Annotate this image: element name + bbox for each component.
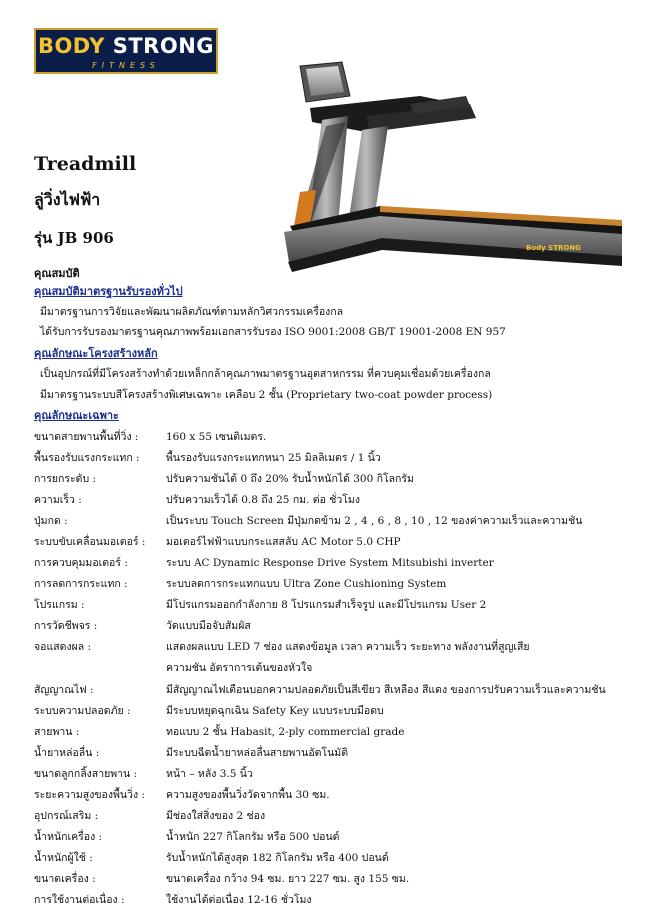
spec-label: การยกระดับ : bbox=[34, 473, 97, 485]
spec-row bbox=[34, 786, 624, 806]
spec-label: ความเร็ว : bbox=[34, 494, 82, 506]
spec-value: ปรับความชันได้ 0 ถึง 20% รับน้ำหนักได้ 300 กิโลกรัม bbox=[166, 473, 414, 485]
spec-label: ระยะความสูงของพื้นวิ่ง : bbox=[34, 789, 145, 801]
spec-value-continued: ความชัน อัตราการเต้นของหัวใจ bbox=[166, 662, 313, 674]
spec-value: ขนาดเครื่อง กว้าง 94 ซม. ยาว 227 ซม. สูง 155 ซม. bbox=[166, 873, 410, 885]
logo-subtitle: FITNESS bbox=[92, 61, 160, 70]
treadmill-image bbox=[270, 56, 622, 272]
spec-value: มีระบบหยุดฉุกเฉิน Safety Key แบบระบบมือดบ bbox=[166, 705, 384, 717]
spec-row bbox=[34, 681, 624, 701]
spec-row bbox=[34, 533, 624, 553]
spec-row bbox=[34, 470, 624, 490]
spec-value: ความสูงของพื้นวิ่งวัดจากพื้น 30 ซม. bbox=[166, 789, 330, 801]
spec-value: ทอแบบ 2 ชั้น Habasit, 2-ply commercial grade bbox=[166, 726, 405, 738]
specific-heading: คุณลักษณะเฉพาะ bbox=[34, 409, 119, 422]
structure-heading: คุณลักษณะโครงสร้างหลัก bbox=[34, 347, 158, 360]
spec-row bbox=[34, 849, 624, 869]
spec-label: ปุ่มกด : bbox=[34, 515, 68, 527]
spec-value: เป็นระบบ Touch Screen มีปุ่มกดข้าม 2 , 4 , 6 , 8 , 10 , 12 ของค่าความเร็วและความชัน bbox=[166, 515, 583, 527]
spec-value: ปรับความเร็วได้ 0.8 ถึง 25 กม. ต่อ ชั่วโมง bbox=[166, 494, 360, 506]
spec-row bbox=[34, 807, 624, 827]
spec-value: พื้นรองรับแรงกระแทกหนา 25 มิลลิเมตร / 1 นิ้ว bbox=[166, 452, 381, 464]
spec-label: การควบคุมมอเตอร์ : bbox=[34, 557, 128, 569]
spec-label: น้ำหนักเครื่อง : bbox=[34, 831, 103, 843]
spec-row bbox=[34, 428, 624, 448]
spec-value: แสดงผลแบบ LED 7 ช่อง แสดงข้อมูล เวลา ความเร็ว ระยะทาง พลังงานที่สูญเสีย bbox=[166, 641, 530, 653]
spec-row bbox=[34, 449, 624, 469]
spec-label: ขนาดเครื่อง : bbox=[34, 873, 96, 885]
spec-value: น้ำหนัก 227 กิโลกรัม หรือ 500 ปอนด์ bbox=[166, 831, 340, 843]
spec-label: โปรแกรม : bbox=[34, 599, 85, 611]
frame-brand-label: Body STRONG bbox=[526, 244, 581, 252]
spec-value: ใช้งานได้ต่อเนื่อง 12-16 ชั่วโมง bbox=[166, 894, 312, 906]
spec-value: 160 x 55 เซนติเมตร. bbox=[166, 431, 267, 443]
spec-row bbox=[34, 554, 624, 574]
spec-label: จอแสดงผล : bbox=[34, 641, 92, 653]
console bbox=[300, 62, 350, 102]
structure-line-1: เป็นอุปกรณ์ที่มีโครงสร้างทำด้วยเหล็กกล้าคุณภาพมาตรฐานอุตสาหกรรม ที่ควบคุมเชื่อมด้วยเครื่องกล bbox=[40, 368, 491, 380]
spec-row bbox=[34, 870, 624, 890]
spec-label: การวัดชีพจร : bbox=[34, 620, 98, 632]
spec-row bbox=[34, 596, 624, 616]
spec-label: ขนาดลูกกลิ้งสายพาน : bbox=[34, 768, 138, 780]
spec-value: มีระบบฉีดน้ำยาหล่อลื่นสายพานอัตโนมัติ bbox=[166, 747, 349, 759]
features-heading: คุณสมบัติ bbox=[34, 267, 80, 280]
spec-row bbox=[34, 828, 624, 848]
spec-label: สัญญาณไฟ : bbox=[34, 684, 94, 696]
product-model: รุ่น JB 906 bbox=[34, 229, 114, 247]
spec-row bbox=[34, 702, 624, 722]
spec-value: วัดแบบมือจับสัมผัส bbox=[166, 620, 251, 632]
brand-logo bbox=[34, 28, 218, 74]
standards-line-2: ได้รับการรับรองมาตรฐานคุณภาพพร้อมเอกสารรับรอง ISO 9001:2008 GB/T 19001-2008 EN 957 bbox=[40, 326, 506, 338]
spec-label: ระบบความปลอดภัย : bbox=[34, 705, 131, 717]
spec-row bbox=[34, 491, 624, 511]
spec-label: พื้นรองรับแรงกระแทก : bbox=[34, 452, 140, 464]
spec-label: สายพาน : bbox=[34, 726, 80, 738]
product-title-en: Treadmill bbox=[34, 153, 137, 175]
standards-heading: คุณสมบัติมาตรฐานรับรองทั่วไป bbox=[34, 285, 183, 298]
spec-value: ระบบลดการกระแทกแบบ Ultra Zone Cushioning System bbox=[166, 578, 447, 590]
spec-label: การใช้งานต่อเนื่อง : bbox=[34, 894, 125, 906]
spec-label: การลดการกระแทก : bbox=[34, 578, 128, 590]
spec-value: ระบบ AC Dynamic Response Drive System Mitsubishi inverter bbox=[166, 557, 494, 569]
spec-row bbox=[34, 765, 624, 785]
spec-row bbox=[34, 891, 624, 911]
product-title-th: ลู่วิ่งไฟฟ้า bbox=[34, 190, 101, 209]
spec-label: อุปกรณ์เสริม : bbox=[34, 810, 99, 822]
spec-label: ระบบขับเคลื่อนมอเตอร์ : bbox=[34, 536, 146, 548]
structure-line-2: มีมาตรฐานระบบสีโครงสร้างพิเศษเฉพาะ เคลือบ 2 ชั้น (Proprietary two-coat powder process) bbox=[40, 389, 493, 401]
spec-label: น้ำหนักผู้ใช้ : bbox=[34, 852, 93, 864]
spec-value: รับน้ำหนักได้สูงสุด 182 กิโลกรัม หรือ 400 ปอนด์ bbox=[166, 852, 389, 864]
spec-row bbox=[34, 617, 624, 637]
spec-row bbox=[34, 512, 624, 532]
spec-label: น้ำยาหล่อลื่น : bbox=[34, 747, 100, 759]
spec-row bbox=[34, 723, 624, 743]
standards-line-1: มีมาตรฐานการวิจัยและพัฒนาผลิตภัณฑ์ตามหลักวิศวกรรมเครื่องกล bbox=[40, 306, 344, 318]
spec-value: มีสัญญาณไฟเตือนบอกความปลอดภัยเป็นสีเขียว สีเหลือง สีแดง ของการปรับความเร็วและความชัน bbox=[166, 684, 606, 696]
spec-row bbox=[34, 575, 624, 595]
logo-wordmark: BODY STRONG bbox=[37, 34, 215, 58]
spec-value: มีช่องใส่สิ่งของ 2 ช่อง bbox=[166, 810, 266, 822]
spec-row bbox=[34, 638, 624, 658]
spec-value: มีโปรแกรมออกกำลังกาย 8 โปรแกรมสำเร็จรูป และมีโปรแกรม User 2 bbox=[166, 599, 487, 611]
spec-label: ขนาดสายพานพื้นที่วิ่ง : bbox=[34, 431, 139, 443]
spec-value: หน้า – หลัง 3.5 นิ้ว bbox=[166, 768, 253, 780]
spec-row bbox=[34, 744, 624, 764]
spec-value: มอเตอร์ไฟฟ้าแบบกระแสสลับ AC Motor 5.0 CHP bbox=[166, 536, 401, 548]
